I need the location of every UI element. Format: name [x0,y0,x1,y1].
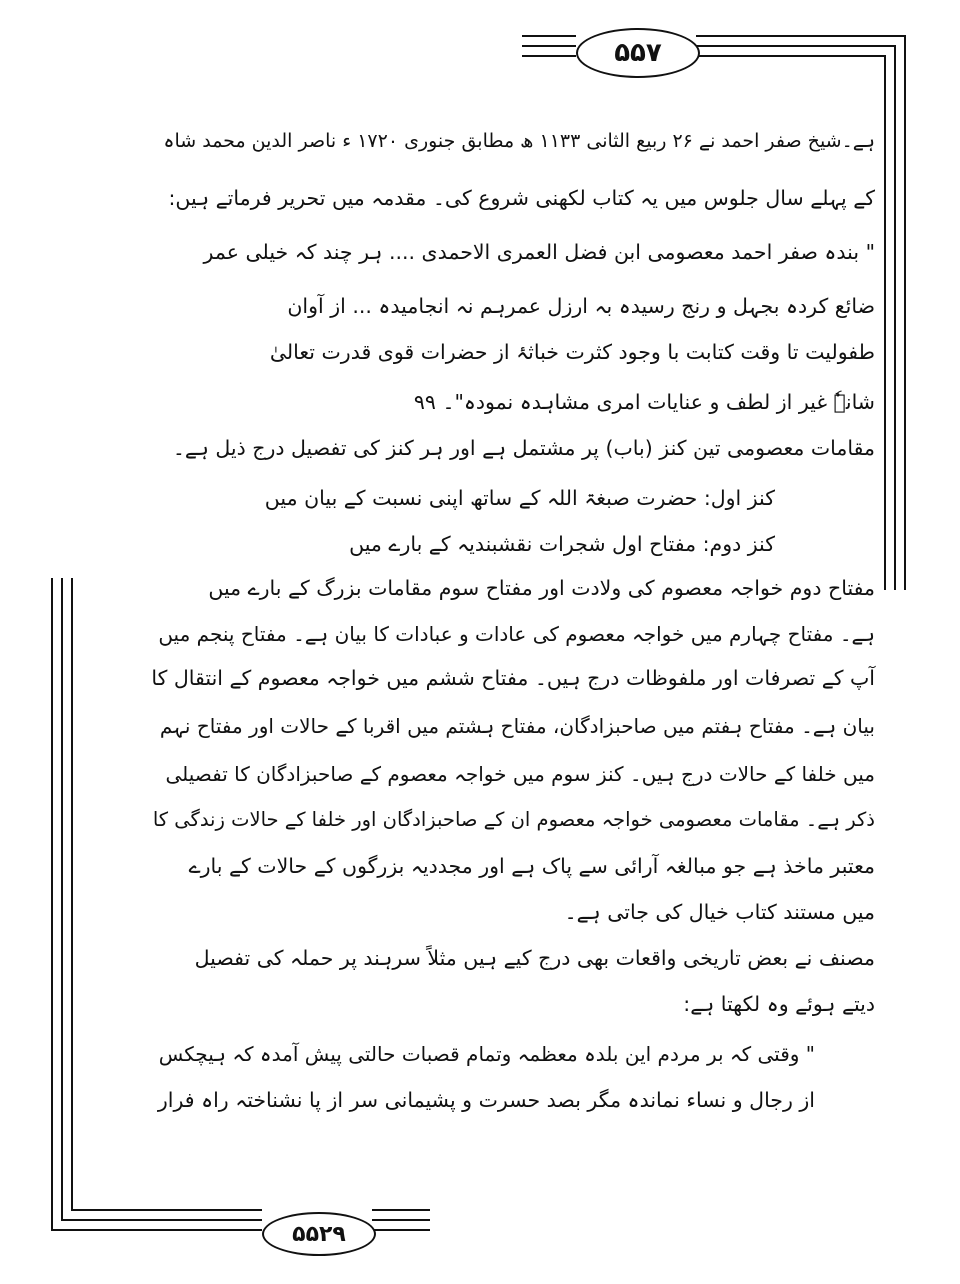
text-line: میں مستند کتاب خیال کی جاتی ہے۔ [564,900,875,924]
quote-line: طفولیت تا وقت کتابت با وجود کثرت خباثۂ از حضرات قوی قدرت تعالیٰ [269,340,875,364]
text-line: مصنف نے بعض تاریخی واقعات بھی درج کیے ہیں مثلاً سرہند پر حملہ کی تفصیل [194,946,875,970]
page-number-top: ۵۵۷ [576,28,700,78]
text-line: کے پہلے سال جلوس میں یہ کتاب لکھنی شروع کی۔ مقدمہ میں تحریر فرماتے ہیں: [168,186,875,210]
quote-line: " وقتی کہ بر مردم این بلدہ معظمہ وتمام قصبات حالتی پیش آمدہ کہ ہیچکس [158,1042,815,1066]
quote-line: از رجال و نساء نماندہ مگر بصد حسرت و پشیمانی سر از پا نشناختہ راہ فرار [157,1088,815,1112]
text-line: مفتاح دوم خواجہ معصوم کی ولادت اور مفتاح سوم مقامات بزرگ کے بارے میں [208,576,875,600]
page-number-bottom: ۵۵۲۹ [262,1212,376,1256]
text-line: دیتے ہوئے وہ لکھتا ہے: [683,992,875,1016]
text-line: معتبر ماخذ ہے جو مبالغہ آرائی سے پاک ہے اور مجددیہ بزرگوں کے حالات کے بارے [188,854,875,878]
text-line: آپ کے تصرفات اور ملفوظات درج ہیں۔ مفتاح ششم میں خواجہ معصوم کے انتقال کا [151,666,875,690]
text-line: بیان ہے۔ مفتاح ہفتم میں صاحبزادگان، مفتاح ہشتم میں اقربا کے حالات اور مفتاح نہم [159,714,875,738]
list-item-kanz-1: کنز اول: حضرت صبغۃ اللہ کے ساتھ اپنی نسبت کے بیان میں [264,486,775,510]
text-line: میں خلفا کے حالات درج ہیں۔ کنز سوم میں خواجہ معصوم کے صاحبزادگان کا تفصیلی [165,762,875,786]
quote-line: " بندہ صفر احمد معصومی ابن فضل العمری الاحمدی .... ہر چند کہ خیلی عمر [203,240,875,264]
quote-line: شانہٗ غیر از لطف و عنایات امری مشاہدہ نمودہ"۔ ۹۹ [413,390,875,414]
text-line: ہے۔ مفتاح چہارم میں خواجہ معصوم کی عادات و عبادات کا بیان ہے۔ مفتاح پنجم میں [158,622,875,646]
text-line: ہے۔شیخ صفر احمد نے ۲۶ ربیع الثانی ۱۱۳۳ ھ مطابق جنوری ۱۷۲۰ ء ناصر الدین محمد شاہ [163,130,875,152]
text-line: مقامات معصومی تین کنز (باب) پر مشتمل ہے اور ہر کنز کی تفصیل درج ذیل ہے۔ [172,436,875,460]
text-line: ذکر ہے۔ مقامات معصومی خواجہ معصوم ان کے صاحبزادگان اور خلفا کے حالات زندگی کا [152,808,875,831]
list-item-kanz-2: کنز دوم: مفتاح اول شجرات نقشبندیہ کے بارے میں [349,532,775,556]
quote-line: ضائع کردہ بجہل و رنج رسیدہ بہ ارزل عمرہم نہ انجامیدہ ... از آوان [287,294,875,318]
